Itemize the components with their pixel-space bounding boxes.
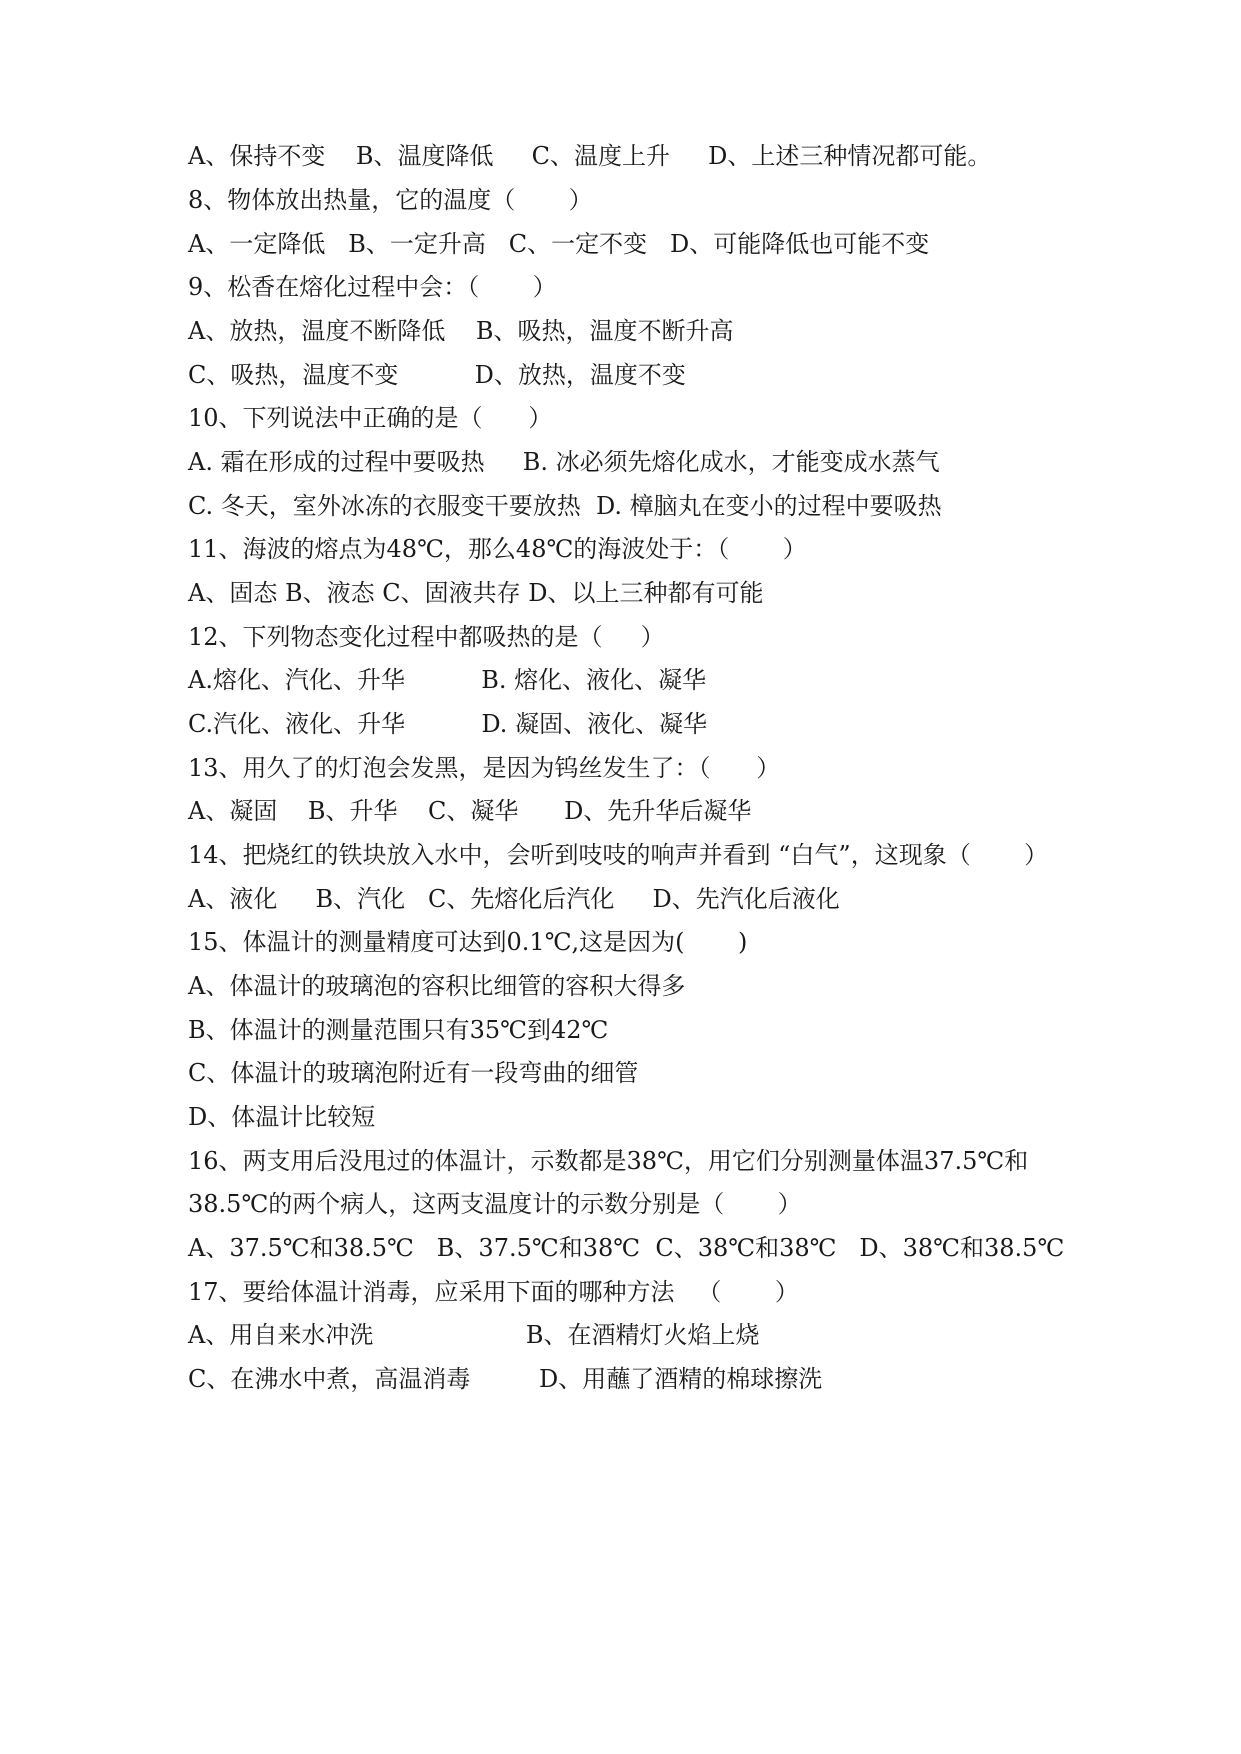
q7-options: A、保持不变 B、温度降低 C、温度上升 D、上述三种情况都可能。 — [188, 142, 992, 170]
q17-options-ab: A、用自来水冲洗 B、在酒精灯火焰上烧 — [188, 1321, 760, 1349]
q14-stem: 14、把烧红的铁块放入水中，会听到吱吱的响声并看到 “白气”，这现象（ ） — [188, 841, 1049, 869]
q8-stem: 8、物体放出热量，它的温度（ ） — [188, 186, 593, 214]
q16-stem-line1: 16、两支用后没甩过的体温计，示数都是38℃，用它们分别测量体温37.5℃和 — [188, 1147, 1029, 1175]
q10-options-cd: C. 冬天，室外冰冻的衣服变干要放热 D. 樟脑丸在变小的过程中要吸热 — [188, 492, 942, 520]
q15-option-c: C、体温计的玻璃泡附近有一段弯曲的细管 — [188, 1059, 639, 1087]
q17-options-cd: C、在沸水中煮，高温消毒 D、用蘸了酒精的棉球擦洗 — [188, 1365, 823, 1393]
q9-stem: 9、松香在熔化过程中会：（ ） — [188, 273, 557, 301]
q9-options-cd: C、吸热，温度不变 D、放热，温度不变 — [188, 361, 686, 389]
q8-options: A、一定降低 B、一定升高 C、一定不变 D、可能降低也可能不变 — [188, 230, 930, 258]
q17-stem: 17、要给体温计消毒，应采用下面的哪种方法 （ ） — [188, 1278, 799, 1306]
q13-options: A、凝固 B、升华 C、凝华 D、先升华后凝华 — [188, 797, 752, 825]
q14-options: A、液化 B、汽化 C、先熔化后汽化 D、先汽化后液化 — [188, 885, 840, 913]
q12-options-cd: C.汽化、液化、升华 D. 凝固、液化、凝华 — [188, 710, 708, 738]
q12-options-ab: A.熔化、汽化、升华 B. 熔化、液化、凝华 — [188, 666, 707, 694]
q11-options: A、固态 B、液态 C、固液共存 D、以上三种都有可能 — [188, 579, 764, 607]
q15-option-d: D、体温计比较短 — [188, 1103, 376, 1131]
q12-stem: 12、下列物态变化过程中都吸热的是（ ） — [188, 623, 665, 651]
q9-options-ab: A、放热，温度不断降低 B、吸热，温度不断升高 — [188, 317, 734, 345]
q10-stem: 10、下列说法中正确的是（ ） — [188, 404, 553, 432]
q16-stem-line2: 38.5℃的两个病人，这两支温度计的示数分别是（ ） — [188, 1190, 802, 1218]
q13-stem: 13、用久了的灯泡会发黑，是因为钨丝发生了：（ ） — [188, 754, 781, 782]
q11-stem: 11、海波的熔点为48℃，那么48℃的海波处于：（ ） — [188, 535, 807, 563]
q15-option-b: B、体温计的测量范围只有35℃到42℃ — [188, 1016, 609, 1044]
q15-option-a: A、体温计的玻璃泡的容积比细管的容积大得多 — [188, 972, 686, 1000]
q16-options: A、37.5℃和38.5℃ B、37.5℃和38℃ C、38℃和38℃ D、38℃和38.5℃ — [188, 1234, 1065, 1262]
q15-stem: 15、体温计的测量精度可达到0.1℃,这是因为( ) — [188, 928, 748, 956]
q10-options-ab: A. 霜在形成的过程中要吸热 B. 冰必须先熔化成水，才能变成水蒸气 — [188, 448, 940, 476]
